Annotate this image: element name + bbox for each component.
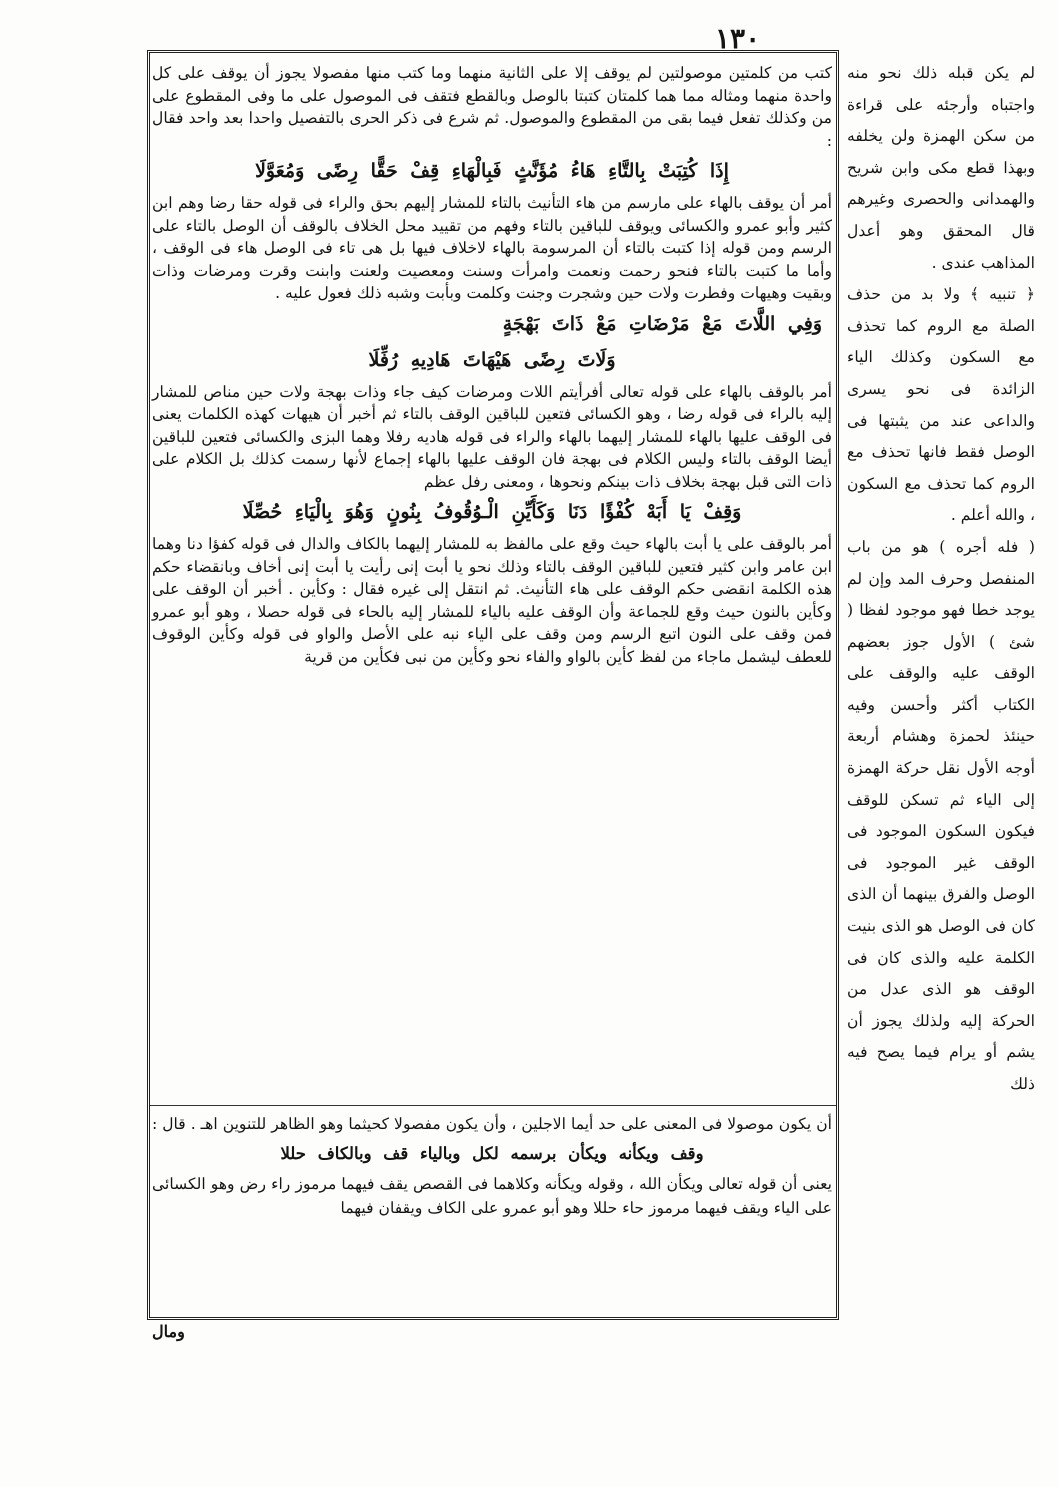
margin-paragraph-2: ﴿ تنبيه ﴾ ولا بد من حذف الصلة مع الروم كما تحذف مع السكون وكذلك الياء الزائدة فى نحو يسرى والداعى عند من يثبتها فى الوصل فقط فانها تحذف مع الروم كما تحذف مع السكون ، والله أعلم . <box>847 285 1035 525</box>
margin-commentary-column <box>847 58 1035 1318</box>
page-number: ١٣٠ <box>715 22 761 55</box>
main-paragraph-1: كتب من كلمتين موصولتين لم يوقف إلا على الثانية منهما وما كتب منها مفصولا يجوز أن يوقف على كل واحدة منهما ومثاله مما هما كلمتان كتبتا بالوصل وبالقطع فتقف فى الموصول على ما وفى المقطوع على من وكذلك تفعل فيما بقى من المقطوع والموصول. ثم شرع فى ذكر الحرى بالتفصيل واحدا بعد واحد فقال : <box>152 64 832 150</box>
margin-paragraph-1: لم يكن قبله ذلك نحو منه واجتباه وأرجئه على قراءة من سكن الهمزة ولن يخلفه وبهذا قطع مكى وابن شريح والهمدانى والحصرى وغيرهم قال المحقق وهو أعدل المذاهب عندى . <box>847 64 1035 272</box>
footnote-verse: وقف ويكأنه ويكأن برسمه لكل وبالياء قف وبالكاف حللا <box>280 1144 704 1163</box>
catchword: ومال <box>152 1322 185 1341</box>
main-paragraph-4: أمر بالوقف على يا أبت بالهاء حيث وقع على مالفظ به للمشار إليهما بالكاف والدال فى قوله كفؤا دنا وهما ابن عامر وابن كثير فتعين للباقين الوقف بالتاء وذلك نحو يا أبت إنى رأيت يا أبت إنى أخاف وبانقضاء حكم هذه الكلمة انقضى حكم الوقف على هاء التأنيث. ثم انتقل إلى غيره فقال : وكأين . أخبر أن الوقف على وكأين بالنون حيث وقع للجماعة وأن الوقف عليه بالياء للمشار إليه بالحاء فى قوله حصلا ، وهو أبو عمرو فمن وقف على النون اتبع الرسم ومن وقف على الياء نبه على الأصل والواو فى قوله وكأين الوقوف للعطف ليشمل ماجاء من لفظ كأين بالواو والفاء نحو وكأين من نبى فكأين من قرية <box>152 535 832 666</box>
footnote-column <box>152 1112 832 1302</box>
main-paragraph-3: أمر بالوقف بالهاء على قوله تعالى أفرأيتم اللات ومرضات كيف جاء وذات بهجة ولات حين مناص للمشار إليه بالراء فى قوله رضا ، وهو الكسائى فتعين للباقين الوقف بالتاء ثم أخبر أن هيهات كهذه الكلمات يعنى فى الوقف عليها بالهاء للمشار إليهما بالهاء والراء فى قوله هاديه رفلا وهما البزى والكسائى فتعين للباقين أيضا الوقف بالتاء وليس الكلام فى بهجة فان الوقف عليها بالهاء إجماع لأنها رسمت كذلك بل الكلام على ذات التى قبل بهجة بخلاف ذات بينكم ونحوها ، ومعنى رفل عظم <box>152 382 832 491</box>
main-paragraph-2: أمر أن يوقف بالهاء على مارسم من هاء التأنيث بالتاء للمشار إليهم بحق والراء فى قوله حقا رضا وهم ابن كثير وأبو عمرو والكسائى ويوقف للباقين بالتاء وفهم من تقييد محل الخلاف بالوقف أن الوصل بالتاء على الرسم ومن قوله إذا كتبت بالتاء أن المرسومة بالهاء لاخلاف فيها بل هى تاء فى الوصل هاء فى الوقف ، وأما ما كتبت بالتاء فنحو رحمت ونعمت وامرأت وسنت ومعصيت ولعنت وابنت وقرت ومرضات وذات وبقيت وهيهات وفطرت ولات حين وشجرت وجنت وكلمت وبأبت وشبه ذلك فعول عليه . <box>152 194 832 302</box>
verse-1: إِذَا كُتِبَتْ بِالتَّاءِ هَاءُ مُؤَنَّثٍ فَبِالْهَاءِ قِفْ حَقًّا رِضًى وَمُعَوَّلَا <box>255 160 729 182</box>
footnote-divider <box>150 1105 836 1106</box>
verse-2-first-hemistich: وَفِي اللَّاتَ مَعْ مَرْضَاتِ مَعْ ذَاتَ بَهْجَةٍ <box>502 312 822 335</box>
footnote-paragraph-1: أن يكون موصولا فى المعنى على حد أيما الاجلين ، وأن يكون مفصولا كحيثما وهو الظاهر للتنوين اهـ . قال : <box>152 1115 832 1133</box>
main-text-column <box>152 62 832 1107</box>
footnote-paragraph-2: يعنى أن قوله تعالى ويكأن الله ، وقوله ويكأنه وكلاهما فى القصص يقف فيهما مرموز راء رض وهو الكسائى على الياء ويقف فيهما مرموز حاء حللا وهو أبو عمرو على الكاف ويقفان فيهما <box>152 1175 832 1217</box>
verse-2-second-hemistich: وَلَاتَ رِضًى هَيْهَاتَ هَادِيهِ رُفِّلَا <box>368 348 616 371</box>
verse-3: وَقِفْ يَا أَبَهْ كُفْؤًا دَنَا وَكَأَيِّنِ الْـوُقُوفُ بِنُونٍ وَهُوَ بِالْيَاءِ حُصِّلَا <box>242 501 742 523</box>
margin-paragraph-3: ( فله أجره ) هو من باب المنفصل وحرف المد وإن لم يوجد خطا فهو موجود لفظا ( شئ ) الأول جوز بعضهم الوقف عليه والوقف على الكتاب أكثر وأحسن وفيه حينئذ لحمزة وهشام أربعة أوجه الأول نقل حركة الهمزة إلى الياء ثم تسكن للوقف فيكون السكون الموجود فى الوقف غير الموجود فى الوصل والفرق بينهما أن الذى كان فى الوصل هو الذى بنيت الكلمة عليه والذى كان فى الوقف هو الذى عدل من الحركة إليه ولذلك يجوز أن يشم أو يرام فيما يصح فيه ذلك <box>847 537 1035 1093</box>
